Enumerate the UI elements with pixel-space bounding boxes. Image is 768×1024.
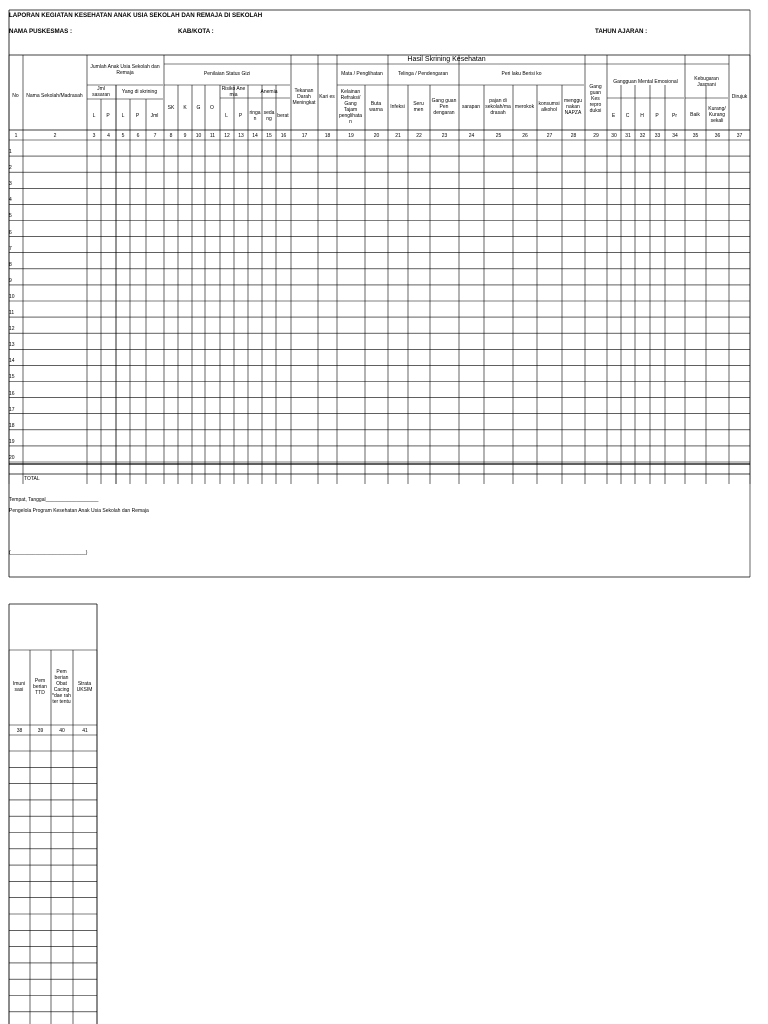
napza-header: menggu nakan NAPZA	[563, 98, 583, 116]
jml-sasaran-header: Jml sasaran	[92, 86, 110, 98]
karies-header: Kari es	[319, 94, 335, 100]
sub-sedang: seda ng	[263, 110, 275, 122]
sarapan-header: sarapan	[461, 104, 481, 110]
sub-p: P	[106, 113, 110, 119]
sub-o: O	[210, 105, 214, 111]
kurang-header: Kurang/ Kurang sekali	[708, 106, 726, 124]
column-number: 26	[522, 132, 528, 139]
jumlah-anak-header: Jumlah Anak Usia Sekolah dan Remaja	[90, 64, 160, 76]
column-number: 4	[107, 132, 110, 139]
row-number: 14	[9, 358, 15, 365]
sub-k: K	[183, 105, 187, 111]
risiko-anemia-header: Risiko Ane mia	[221, 86, 246, 98]
column-number: 3	[92, 132, 96, 139]
row-number: 4	[9, 197, 12, 204]
row-number: 11	[9, 310, 15, 316]
column-number: 36	[714, 132, 721, 139]
sub-pr: Pr	[672, 113, 677, 119]
mata-header: Mata / Penglihatan	[341, 71, 383, 77]
row-number: 8	[9, 261, 12, 268]
sub-jml: Jml	[150, 113, 159, 119]
kelainan-refraksi-header: Kelainan Refraksi/ Gang Tajam penglihata n	[338, 89, 363, 125]
row-number: 6	[9, 229, 12, 236]
column-number: 31	[625, 132, 631, 139]
gangguan-pendengaran-header: Gang guan Pen dengaran	[431, 98, 457, 116]
imunisasi-header: Imuni sasi	[12, 681, 26, 693]
mental-header: Gangguan Mental Emosional	[613, 79, 678, 85]
anemia-header: Anemia	[260, 89, 278, 95]
sub-p: P	[655, 113, 659, 119]
serumen-header: Seru men	[413, 101, 424, 113]
sub-berat: berat	[277, 113, 289, 119]
row-number: 12	[9, 326, 15, 333]
sub-h: H	[640, 113, 644, 119]
column-number: 7	[153, 132, 157, 139]
pengelola-label: Pengelola Program Kesehatan Anak Usia Sekolah dan Remaja	[9, 508, 149, 514]
column-number: 34	[672, 132, 678, 139]
sub-l: L	[92, 113, 96, 119]
row-number: 19	[9, 438, 15, 445]
column-number: 1	[14, 132, 18, 139]
signature-line: (___________________________)	[9, 550, 88, 556]
column-number: 6	[136, 132, 140, 139]
column-number: 19	[348, 132, 354, 139]
row-number: 9	[9, 277, 12, 284]
column-number: 23	[441, 132, 448, 139]
sub-p: P	[135, 113, 140, 119]
row-number: 7	[9, 245, 12, 252]
total-label: TOTAL	[24, 476, 40, 482]
column-number: 2	[53, 132, 57, 139]
column-number: 9	[183, 132, 187, 139]
kebugaran-header: Kebugaran Jasmani	[694, 76, 719, 88]
row-number: 15	[9, 374, 15, 381]
tempat-tanggal: Tempat, Tanggal___________________	[9, 497, 99, 503]
dirujuk-header: Dirujuk	[731, 94, 748, 100]
column-number: 14	[252, 132, 258, 139]
column-number: 10	[195, 132, 202, 139]
sub-p: P	[238, 113, 243, 119]
column-number: 8	[169, 132, 173, 139]
column-number: 37	[736, 132, 743, 139]
column-number: 25	[495, 132, 502, 139]
strata-header: Strata UKSIM	[76, 681, 93, 693]
row-number: 17	[9, 406, 15, 413]
ttd-header: Pem berian TTD	[33, 678, 47, 696]
column-number: 28	[570, 132, 577, 139]
column-number: 11	[209, 132, 216, 139]
infeksi-header: Infeksi	[390, 104, 405, 110]
column-number: 30	[611, 132, 617, 139]
col-school-header: Nama Sekolah/Madrasah	[26, 93, 83, 99]
column-number: 17	[301, 132, 308, 139]
column-number: 13	[238, 132, 244, 139]
sub-l: L	[121, 113, 125, 119]
merokok-header: merokok	[514, 104, 535, 110]
column-number: 21	[395, 132, 401, 139]
row-number: 3	[9, 181, 12, 188]
penilaian-gizi-header: Penilaian Status Gizi	[203, 71, 251, 77]
sub-ringan: ringa n	[249, 110, 261, 122]
obat-cacing-header: Pem berian Obat Cacing *dae rah ter tentu	[52, 669, 71, 705]
kabkota-label: KAB/KOTA :	[178, 28, 214, 35]
tahun-label: TAHUN AJARAN :	[595, 28, 648, 35]
tekanan-darah-header: Tekanan Darah Meningkat	[292, 88, 316, 106]
column-number: 35	[692, 132, 699, 139]
sub-g: G	[196, 105, 201, 111]
col-no-header: No	[12, 93, 19, 99]
row-number: 10	[9, 293, 15, 300]
column-number: 38	[16, 727, 23, 734]
column-number: 29	[593, 132, 599, 139]
column-number: 18	[324, 132, 331, 139]
column-number: 33	[654, 132, 661, 139]
row-number: 5	[9, 213, 12, 220]
sub-e: E	[611, 113, 616, 119]
column-number: 20	[373, 132, 380, 139]
perilaku-header: Peri laku Berisi ko	[501, 71, 542, 77]
column-number: 27	[546, 132, 553, 139]
telinga-header: Telinga / Pendengaran	[397, 71, 449, 77]
column-number: 39	[37, 727, 44, 734]
column-number: 12	[224, 132, 230, 139]
report-title: LAPORAN KEGIATAN KESEHATAN ANAK USIA SEKOLAH DAN REMAJA DI SEKOLAH	[9, 12, 263, 19]
column-number: 16	[280, 132, 287, 139]
column-number: 24	[468, 132, 475, 139]
column-number: 22	[416, 132, 422, 139]
column-number: 15	[266, 132, 272, 139]
kespro-header: Gang guan Kes repro duksi	[589, 84, 602, 114]
sub-c: C	[625, 113, 630, 119]
row-number: 1	[9, 149, 12, 155]
pajan-header: pajan di sekolah/ma drasah	[485, 98, 511, 116]
column-number: 5	[121, 132, 125, 139]
column-number: 41	[82, 727, 88, 734]
hasil-skrining-header: Hasil Skrining Kesehatan	[407, 55, 486, 63]
column-number: 40	[59, 727, 65, 734]
baik-header: Baik	[690, 112, 700, 118]
alkohol-header: konsumsi alkohol	[538, 101, 560, 113]
puskesmas-label: NAMA PUSKESMAS :	[9, 28, 73, 35]
row-number: 16	[9, 390, 15, 397]
row-number: 18	[9, 422, 15, 429]
yang-diskrining-header: Yang di skrining	[121, 89, 158, 95]
buta-warna-header: Buta warna	[369, 101, 383, 113]
row-number: 13	[9, 342, 15, 349]
column-number: 32	[639, 132, 646, 139]
sub-l: L	[225, 113, 228, 119]
row-number: 2	[9, 165, 12, 172]
row-number: 20	[9, 454, 15, 461]
sub-sk: SK	[167, 105, 175, 111]
